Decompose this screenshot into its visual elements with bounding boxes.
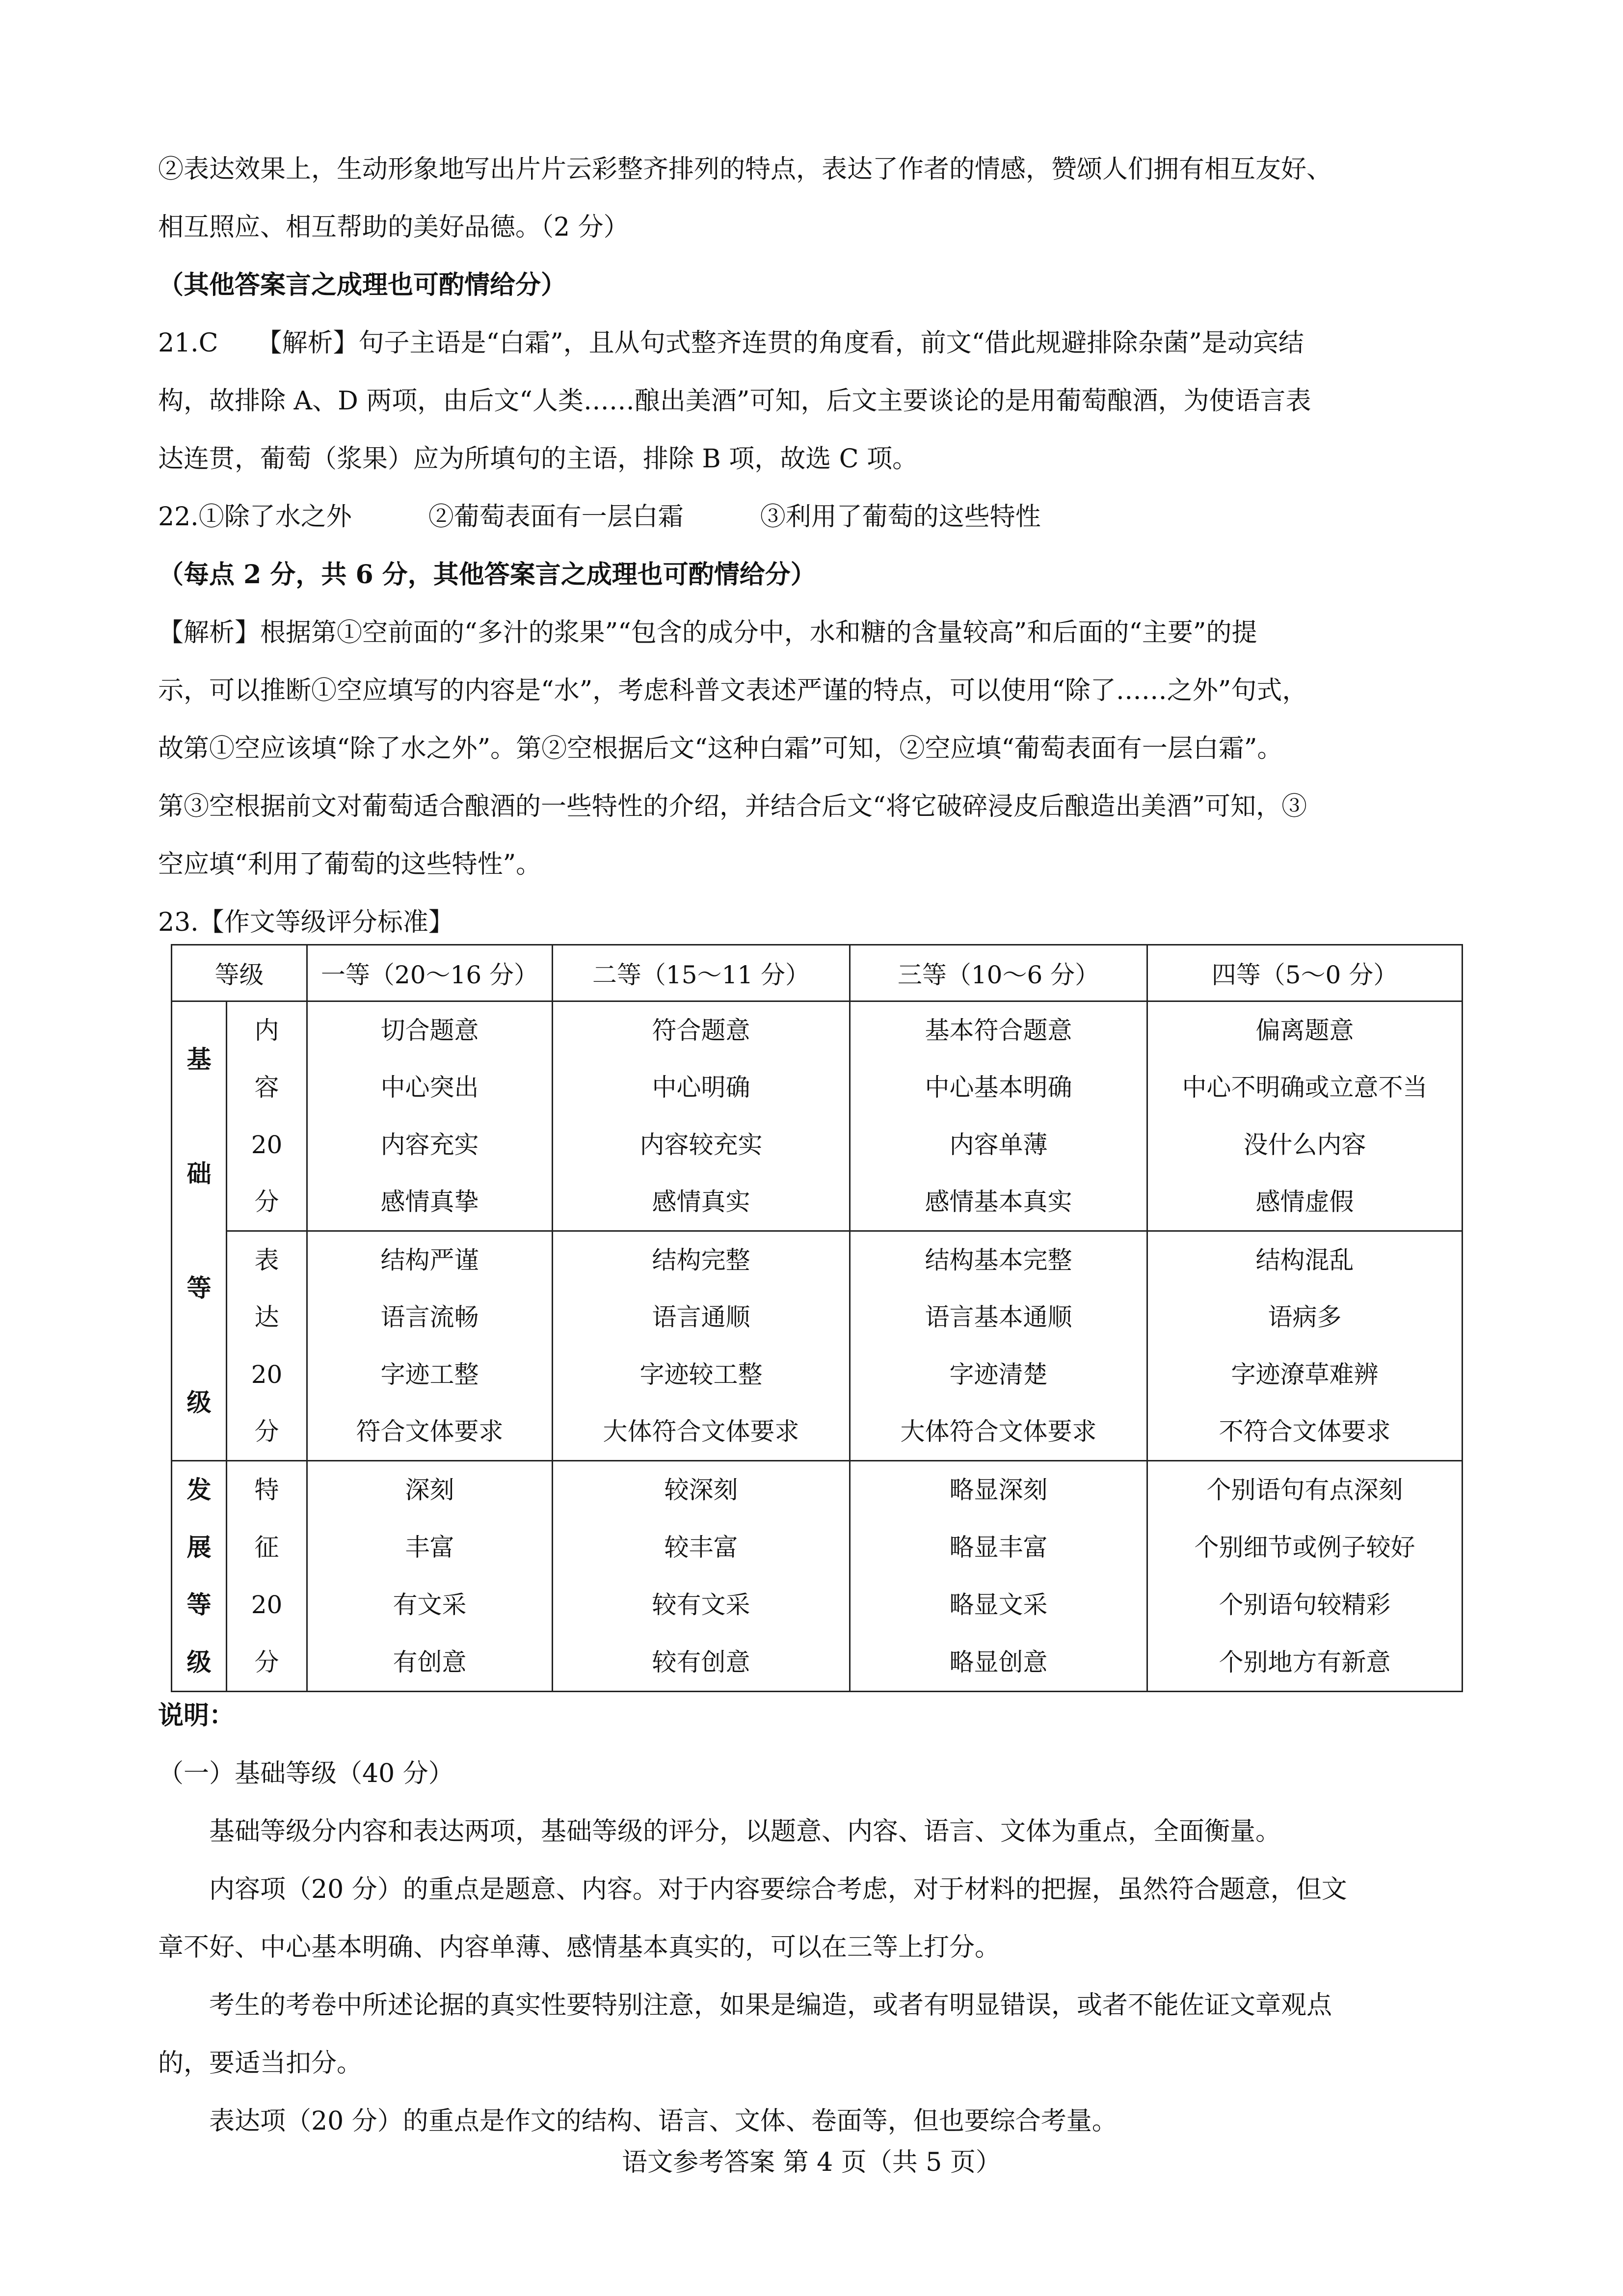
- table-cell: 个别语句有点深刻 个别细节或例子较好 个别语句较精彩 个别地方有新意: [1147, 1461, 1463, 1692]
- table-cell: 符合题意 中心明确 内容较充实 感情真实: [553, 1001, 850, 1231]
- notes-paragraph: 表达项（20 分）的重点是作文的结构、语言、文体、卷面等，但也要综合考量。: [209, 2107, 1117, 2136]
- table-cell: 结构混乱 语病多 字迹潦草难辨 不符合文体要求: [1147, 1231, 1463, 1461]
- notes-paragraph: 章不好、中心基本明确、内容单薄、感情基本真实的，可以在三等上打分。: [158, 1933, 1001, 1962]
- sub-label-content: 内 容 20 分: [227, 1001, 307, 1231]
- table-row: [172, 1001, 1463, 1231]
- analysis-line: 故第①空应该填“除了水之外”。第②空根据后文“这种白霜”可知，②空应填“葡萄表面有一层白霜”。: [158, 734, 1283, 763]
- sub-label-expression: 表 达 20 分: [227, 1231, 307, 1461]
- analysis-line: 【解析】根据第①空前面的“多汁的浆果”“包含的成分中，水和糖的含量较高”和后面的“主要”的提: [158, 618, 1257, 648]
- table-cell: 略显深刻 略显丰富 略显文采 略显创意: [850, 1461, 1147, 1692]
- analysis-line: 示，可以推断①空应填写的内容是“水”，考虑科普文表述严谨的特点，可以使用“除了……之外”句式，: [158, 676, 1308, 705]
- header-grade-4: 四等（5～0 分）: [1147, 945, 1463, 1001]
- notes-paragraph: 的，要适当扣分。: [158, 2049, 363, 2078]
- scoring-note: （每点 2 分，共 6 分，其他答案言之成理也可酌情给分）: [158, 560, 816, 590]
- header-grade-2: 二等（15～11 分）: [553, 945, 850, 1001]
- table-row: [172, 1231, 1463, 1461]
- page-footer: 语文参考答案 第 4 页（共 5 页）: [622, 2148, 1001, 2177]
- table-cell: 切合题意 中心突出 内容充实 感情真挚: [307, 1001, 553, 1231]
- section-heading: 23.【作文等级评分标准】: [158, 908, 454, 937]
- notes-section-heading: （一）基础等级（40 分）: [158, 1759, 454, 1788]
- table-cell: 结构完整 语言通顺 字迹较工整 大体符合文体要求: [553, 1231, 850, 1461]
- analysis-line: 第③空根据前文对葡萄适合酿酒的一些特性的介绍，并结合后文“将它破碎浸皮后酿造出美酒”可知，③: [158, 792, 1307, 821]
- scoring-note: （其他答案言之成理也可酌情给分）: [158, 270, 567, 300]
- group-label-basic: 基 础 等 级: [172, 1001, 227, 1461]
- table-cell: 较深刻 较丰富 较有文采 较有创意: [553, 1461, 850, 1692]
- answer-line: 达连贯，葡萄（浆果）应为所填句的主语，排除 B 项，故选 C 项。: [158, 444, 918, 474]
- answer-line: 相互照应、相互帮助的美好品德。（2 分）: [158, 213, 629, 242]
- header-grade-1: 一等（20～16 分）: [307, 945, 553, 1001]
- answer-line: 21.C 【解析】句子主语是“白霜”，且从句式整齐连贯的角度看，前文“借此规避排除杂菌”是动宾结: [158, 328, 1304, 358]
- analysis-line: 空应填“利用了葡萄的这些特性”。: [158, 850, 542, 879]
- answer-line: ②表达效果上，生动形象地写出片片云彩整齐排列的特点，表达了作者的情感，赞颂人们拥有相互友好、: [158, 155, 1332, 184]
- header-grade-3: 三等（10～6 分）: [850, 945, 1147, 1001]
- table-cell: 基本符合题意 中心基本明确 内容单薄 感情基本真实: [850, 1001, 1147, 1231]
- answer-line: 22.①除了水之外 ②葡萄表面有一层白霜 ③利用了葡萄的这些特性: [158, 502, 1041, 532]
- table-cell: 偏离题意 中心不明确或立意不当 没什么内容 感情虚假: [1147, 1001, 1463, 1231]
- notes-paragraph: 考生的考卷中所述论据的真实性要特别注意，如果是编造，或者有明显错误，或者不能佐证文章观点: [209, 1991, 1332, 2020]
- notes-title: 说明：: [158, 1701, 235, 1730]
- group-label-development: 发 展 等 级: [172, 1461, 227, 1692]
- table-cell: 深刻 丰富 有文采 有创意: [307, 1461, 553, 1692]
- sub-label-feature: 特 征 20 分: [227, 1461, 307, 1692]
- header-level: 等级: [172, 945, 307, 1001]
- notes-paragraph: 内容项（20 分）的重点是题意、内容。对于内容要综合考虑，对于材料的把握，虽然符合题意，但文: [209, 1875, 1347, 1904]
- notes-paragraph: 基础等级分内容和表达两项，基础等级的评分，以题意、内容、语言、文体为重点，全面衡量。: [209, 1817, 1281, 1846]
- table-row: [172, 1461, 1463, 1692]
- table-cell: 结构严谨 语言流畅 字迹工整 符合文体要求: [307, 1231, 553, 1461]
- grading-table: [171, 944, 1463, 1692]
- table-header-row: [172, 945, 1463, 1001]
- answer-line: 构，故排除 A、D 两项，由后文“人类……酿出美酒”可知，后文主要谈论的是用葡萄酿酒，为使语言表: [158, 386, 1311, 416]
- table-cell: 结构基本完整 语言基本通顺 字迹清楚 大体符合文体要求: [850, 1231, 1147, 1461]
